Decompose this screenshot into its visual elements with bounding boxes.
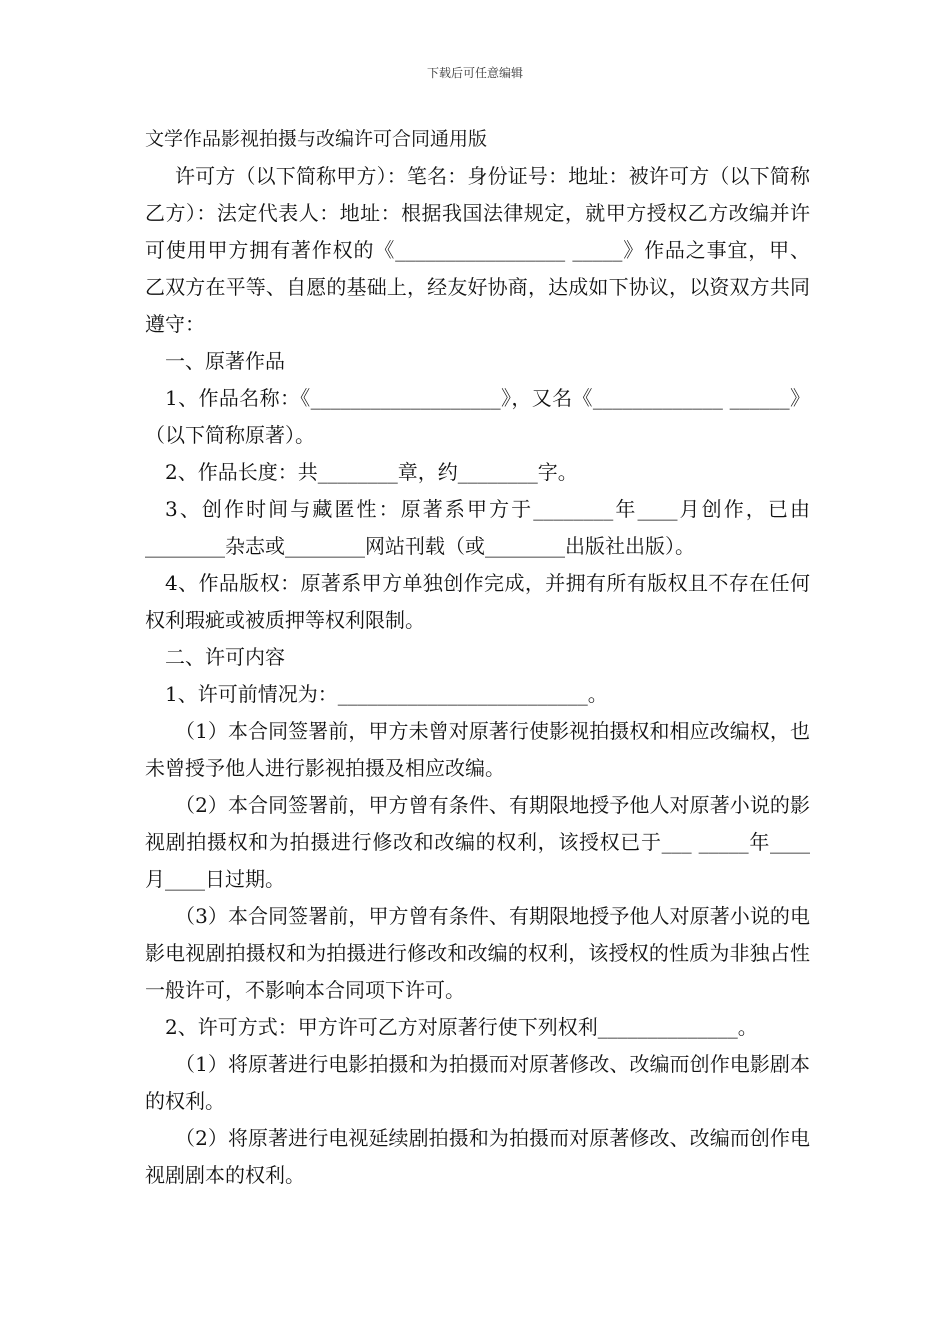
page-header: 下载后可任意编辑 [426, 66, 523, 80]
clause-license-method: 2、许可方式：甲方许可乙方对原著行使下列权利______________。 [165, 1015, 758, 1039]
clause-creation-time: 3、创作时间与藏匿性：原著系甲方于________年____月创作，已由________杂志或________网站刊载（或________出版社出版）。 [145, 497, 810, 558]
document-title: 文学作品影视拍摄与改编许可合同通用版 [145, 128, 488, 150]
sub-clause-3: （3）本合同签署前，甲方曾有条件、有期限地授予他人对原著小说的电影电视剧拍摄权和为拍摄进行修改和改编的权利，该授权的性质为非独占性一般许可，不影响本合同项下许可。 [145, 904, 810, 1002]
method-item-1: （1）将原著进行电影拍摄和为拍摄而对原著修改、改编而创作电影剧本的权利。 [145, 1052, 810, 1113]
sub-clause-1: （1）本合同签署前，甲方未曾对原著行使影视拍摄权和相应改编权，也未曾授予他人进行影视拍摄及相应改编。 [145, 719, 810, 780]
section-heading-license-content: 二、许可内容 [165, 645, 285, 669]
method-item-2: （2）将原著进行电视延续剧拍摄和为拍摄而对原著修改、改编而创作电视剧剧本的权利。 [145, 1126, 810, 1187]
clause-copyright: 4、作品版权：原著系甲方单独创作完成，并拥有所有版权且不存在任何权利瑕疵或被质押等权利限制。 [145, 571, 810, 632]
section-heading-original-work: 一、原著作品 [165, 349, 285, 373]
sub-clause-2: （2）本合同签署前，甲方曾有条件、有期限地授予他人对原著小说的影视剧拍摄权和为拍摄进行修改和改编的权利，该授权已于___ _____年____月____日过期。 [145, 793, 810, 891]
clause-prior-status: 1、许可前情况为：_________________________。 [165, 682, 608, 706]
document-body [145, 126, 810, 1194]
paragraph-parties: 许可方（以下简称甲方）：笔名：身份证号：地址：被许可方（以下简称乙方）：法定代表人：地址：根据我国法律规定，就甲方授权乙方改编并许可使用甲方拥有著作权的《_________________ _____》作品之事宜，甲、乙双方在平等、自愿的基础上，经友好协商，达成如下协议，以资双方共同遵守： [145, 164, 810, 336]
clause-work-title: 1、作品名称：《___________________》，又名《_____________ ______》（以下简称原著）。 [145, 386, 810, 447]
clause-work-length: 2、作品长度：共________章，约________字。 [165, 460, 578, 484]
